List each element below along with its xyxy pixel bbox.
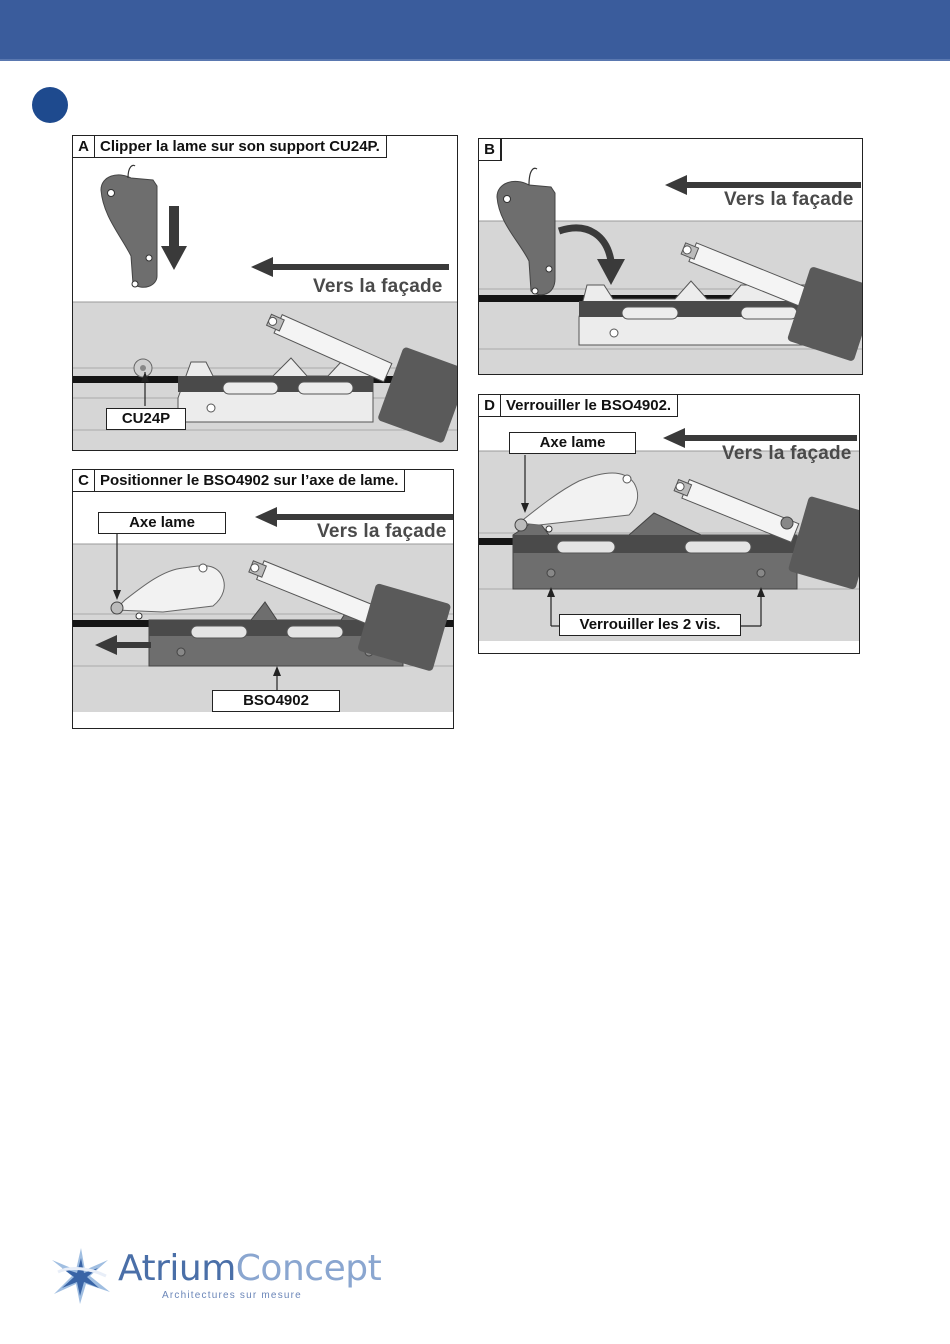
panel-a-caption	[73, 136, 387, 158]
panel-b-illustration	[479, 139, 863, 375]
panel-d-caption	[479, 395, 678, 417]
step-number-dot	[32, 87, 68, 123]
panel-c-letter: C	[73, 470, 95, 491]
panel-a-letter: A	[73, 136, 95, 157]
panel-a	[72, 135, 458, 451]
panel-c-tag-bso4902: BSO4902	[212, 690, 340, 712]
star-logo-icon	[50, 1246, 112, 1306]
panel-a-tag-cu24p: CU24P	[106, 408, 186, 430]
logo-name-part1: Atrium	[118, 1248, 236, 1289]
panel-b	[478, 138, 863, 375]
panel-d-facade-label: Vers la façade	[722, 443, 852, 464]
panel-c-caption	[73, 470, 405, 492]
panel-d-letter: D	[479, 395, 501, 416]
panel-c-caption-text: Positionner le BSO4902 sur l’axe de lame.	[100, 472, 399, 489]
panel-c-facade-label: Vers la façade	[317, 521, 447, 542]
logo-tagline: Architectures sur mesure	[162, 1290, 302, 1301]
panel-b-letter: B	[479, 139, 501, 160]
panel-b-facade-label: Vers la façade	[724, 189, 854, 210]
panel-c-tag-axe-lame: Axe lame	[98, 512, 226, 534]
panel-a-caption-text: Clipper la lame sur son support CU24P.	[100, 138, 380, 155]
logo-name-part2: Concept	[235, 1248, 382, 1289]
panel-d-tag-verrouiller-vis: Verrouiller les 2 vis.	[559, 614, 741, 636]
panel-c	[72, 469, 454, 729]
atrium-concept-logo	[50, 1246, 382, 1306]
panel-d-tag-axe-lame: Axe lame	[509, 432, 636, 454]
panel-d	[478, 394, 860, 654]
header-bar	[0, 0, 950, 61]
panel-a-facade-label: Vers la façade	[313, 276, 443, 297]
panel-d-caption-text: Verrouiller le BSO4902.	[506, 397, 672, 414]
logo-wordmark	[118, 1248, 381, 1289]
panel-b-caption	[479, 139, 502, 161]
